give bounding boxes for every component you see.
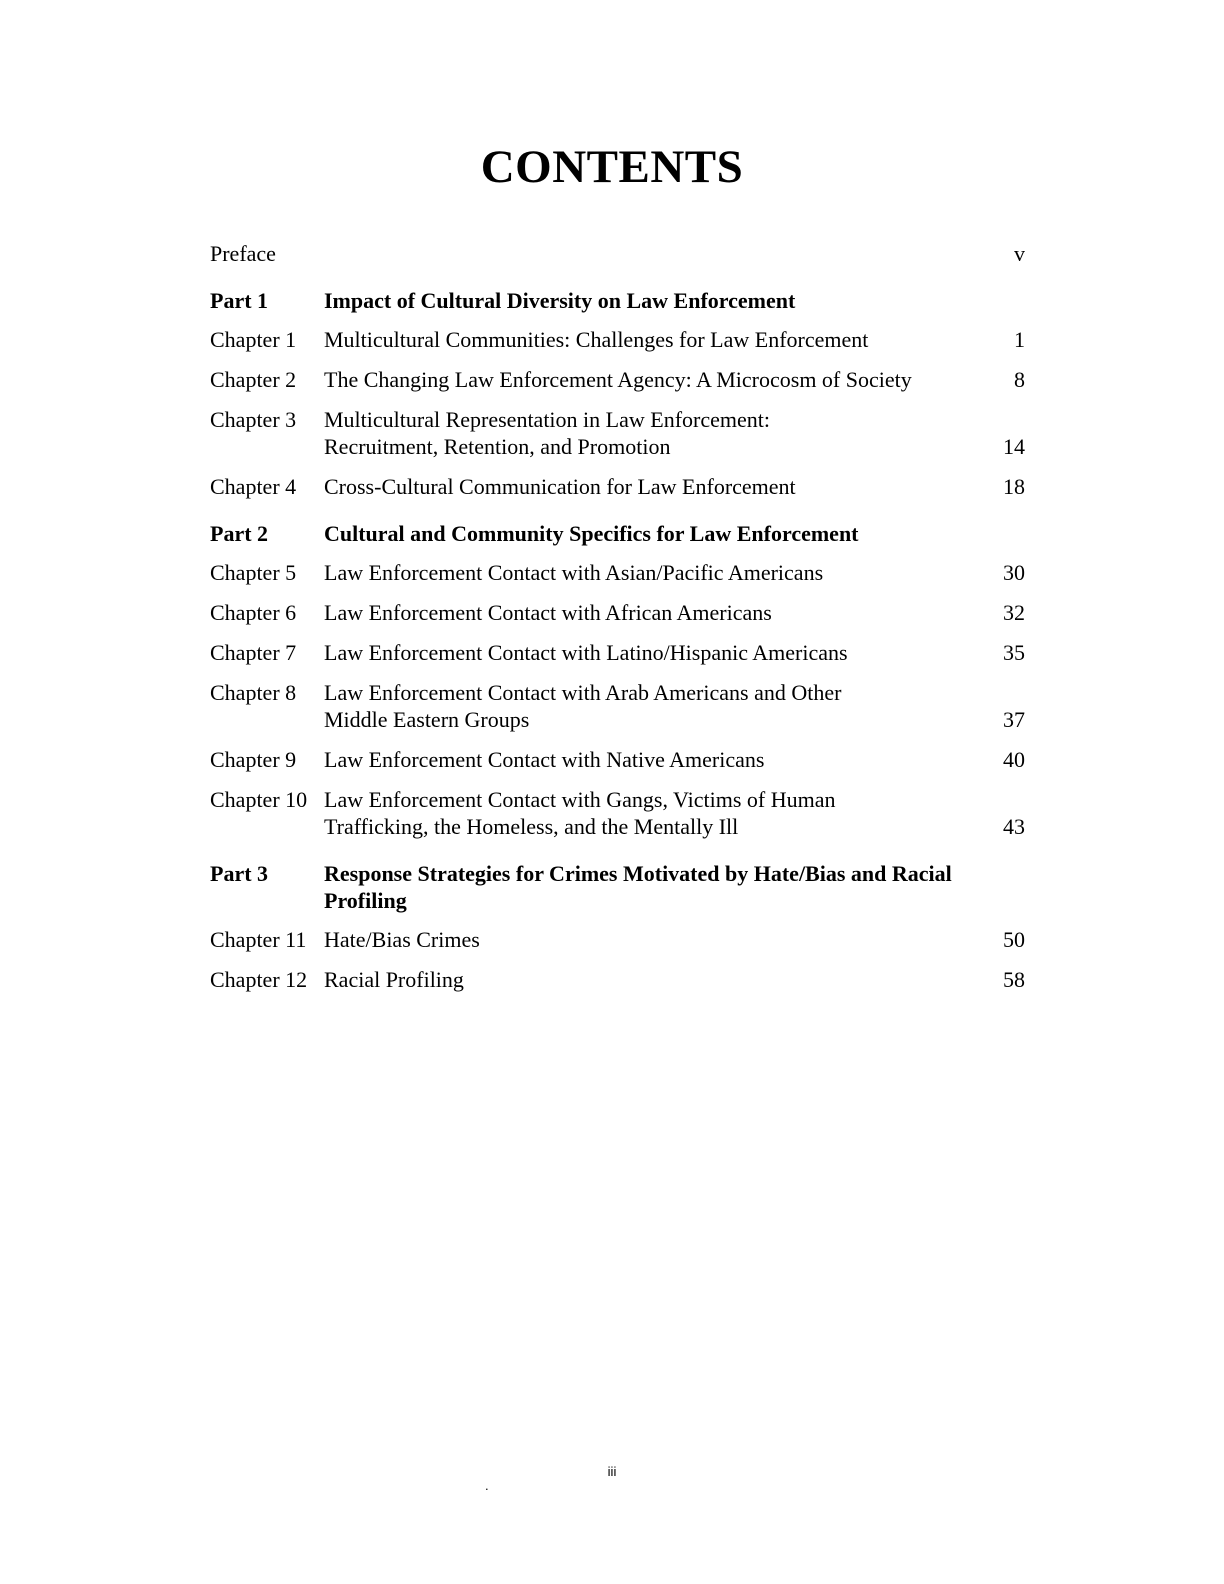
part-title: Cultural and Community Specifics for Law Enforcement (324, 521, 859, 546)
chapter-label: Chapter 2 (210, 367, 297, 392)
toc-chapter-row[interactable] (210, 786, 1025, 840)
chapter-title: Multicultural Communities: Challenges for Law Enforcement (324, 327, 869, 352)
chapter-page: 35 (1003, 640, 1025, 665)
chapter-label: Chapter 8 (210, 680, 297, 705)
chapter-title: Law Enforcement Contact with Latino/Hispanic Americans (324, 640, 848, 665)
chapter-title: Law Enforcement Contact with Asian/Pacific Americans (324, 560, 824, 585)
part-title: Response Strategies for Crimes Motivated by Hate/Bias and Racial Profiling (324, 861, 952, 913)
chapter-label: Chapter 7 (210, 640, 297, 665)
chapter-label: Chapter 5 (210, 560, 297, 585)
chapter-label: Chapter 11 (210, 927, 307, 952)
chapter-label: Chapter 10 (210, 787, 308, 812)
chapter-label: Chapter 9 (210, 747, 297, 772)
toc-chapter-row[interactable] (210, 926, 1025, 953)
page-title: CONTENTS (480, 141, 744, 193)
preface-label: Preface (210, 241, 276, 266)
chapter-page: 40 (1003, 747, 1025, 772)
chapter-label: Chapter 12 (210, 967, 308, 992)
toc-preface-row[interactable] (210, 240, 1025, 267)
chapter-page: 43 (1003, 814, 1025, 839)
chapter-title: Hate/Bias Crimes (324, 927, 480, 952)
chapter-page: 30 (1003, 560, 1025, 585)
preface-page: v (1014, 241, 1025, 266)
chapter-title: Multicultural Representation in Law Enforcement: Recruitment, Retention, and Promotion (324, 407, 770, 459)
chapter-title: Racial Profiling (324, 967, 464, 992)
part-label: Part 1 (210, 288, 269, 313)
chapter-page: 37 (1003, 707, 1025, 732)
toc-chapter-row[interactable] (210, 559, 1025, 586)
toc-chapter-row[interactable] (210, 679, 1025, 733)
toc-chapter-row[interactable] (210, 406, 1025, 460)
chapter-title: Law Enforcement Contact with Native Americans (324, 747, 765, 772)
toc-chapter-row[interactable] (210, 366, 1025, 393)
toc-part-row[interactable] (210, 520, 1025, 547)
chapter-page: 50 (1003, 927, 1025, 952)
chapter-page: 58 (1003, 967, 1025, 992)
chapter-label: Chapter 1 (210, 327, 297, 352)
toc-chapter-row[interactable] (210, 966, 1025, 993)
part-label: Part 3 (210, 861, 269, 886)
part-title: Impact of Cultural Diversity on Law Enforcement (324, 288, 796, 313)
toc-chapter-row[interactable] (210, 326, 1025, 353)
chapter-page: 18 (1003, 474, 1025, 499)
part-label: Part 2 (210, 521, 269, 546)
table-of-contents (210, 240, 1025, 1006)
chapter-title: Law Enforcement Contact with African Americans (324, 600, 772, 625)
toc-chapter-row[interactable] (210, 746, 1025, 773)
chapter-label: Chapter 6 (210, 600, 297, 625)
chapter-page: 32 (1003, 600, 1025, 625)
page-number: iii (607, 1464, 617, 1479)
toc-part-row[interactable] (210, 287, 1025, 314)
toc-chapter-row[interactable] (210, 639, 1025, 666)
chapter-label: Chapter 4 (210, 474, 297, 499)
chapter-title: Law Enforcement Contact with Gangs, Victims of Human Trafficking, the Homeless, and the Mentally Ill (324, 787, 836, 839)
chapter-title: The Changing Law Enforcement Agency: A Microcosm of Society (324, 367, 912, 392)
chapter-label: Chapter 3 (210, 407, 297, 432)
chapter-page: 1 (1014, 327, 1025, 352)
chapter-page: 14 (1003, 434, 1025, 459)
chapter-title: Law Enforcement Contact with Arab Americans and Other Middle Eastern Groups (324, 680, 842, 732)
toc-chapter-row[interactable] (210, 599, 1025, 626)
chapter-page: 8 (1014, 367, 1025, 392)
toc-part-row[interactable] (210, 860, 1025, 914)
chapter-title: Cross-Cultural Communication for Law Enforcement (324, 474, 796, 499)
toc-chapter-row[interactable] (210, 473, 1025, 500)
stray-mark: . (485, 1478, 489, 1493)
